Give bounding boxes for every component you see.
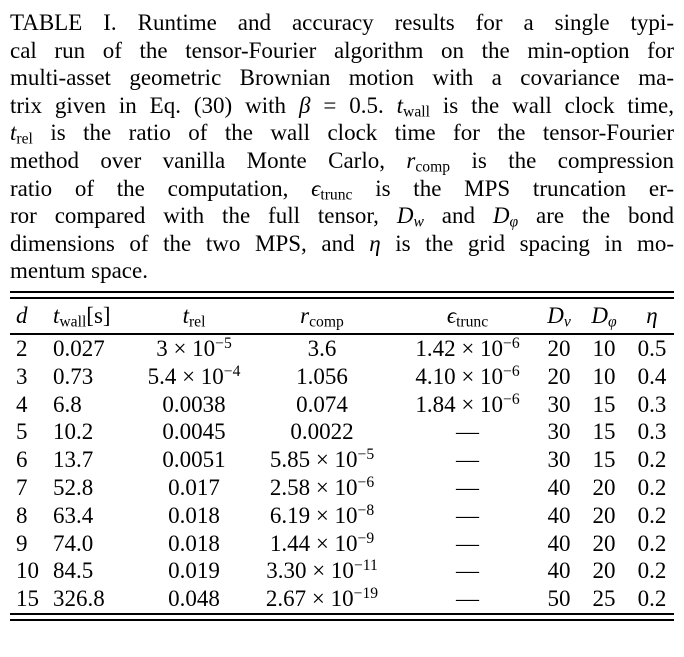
table-cell: 20 — [592, 502, 616, 528]
table-cell: 84.5 — [53, 558, 94, 584]
table-cell: $4.10 \times 10^{-6}$ — [415, 362, 520, 389]
table-cell: 10 — [592, 363, 616, 389]
table-cell: $2.67 \times 10^{-19}$ — [265, 585, 379, 612]
table-cell: 0.3 — [637, 419, 667, 445]
table-cell: — — [456, 558, 479, 584]
table-cell: $2.58 \times 10^{-6}$ — [269, 474, 375, 500]
caption-line: method over vanilla Monte Carlo, $r_{comp}$ is the compression — [10, 147, 675, 176]
table-cell: $6.19 \times 10^{-8}$ — [269, 501, 375, 528]
table-cell: 6.8 — [53, 391, 82, 417]
table-cell: 0.2 — [637, 474, 667, 500]
table-cell: — — [456, 502, 479, 528]
caption-line: TABLE I. Runtime and accuracy results for a single typi- — [10, 10, 674, 35]
caption-line: cal run of the tensor-Fourier algorithm on the min-option for — [10, 37, 674, 63]
caption-line: dimensions of the two MPS, and η is the grid spacing in mo- — [10, 230, 675, 256]
table-row — [10, 585, 674, 613]
column-header: η — [646, 302, 658, 328]
table-cell: 20 — [592, 558, 616, 584]
table-cell: 0.2 — [637, 586, 667, 612]
table-cell: 30 — [547, 419, 571, 445]
caption-line: mentum space. — [10, 258, 148, 284]
table-cell: 7 — [16, 474, 28, 500]
table-bottom-double-rule — [10, 613, 674, 621]
column-header: $t_{wall}[s]$ — [53, 302, 111, 331]
table-cell: 0.2 — [637, 530, 667, 556]
table-cell: 1.056 — [296, 363, 348, 389]
table-cell: 40 — [547, 474, 571, 500]
table-cell: — — [456, 419, 479, 445]
table-cell: — — [456, 447, 479, 473]
paper-page — [0, 9, 684, 657]
table-cell: 0.2 — [637, 502, 667, 528]
table-cell: 52.8 — [53, 474, 94, 500]
table-cell: 20 — [547, 335, 571, 361]
table-cell: $3 \times 10^{-5}$ — [156, 335, 232, 361]
table-cell: — — [456, 530, 479, 556]
column-header: $D_\varphi$ — [591, 302, 617, 331]
table-cell: 63.4 — [53, 502, 94, 528]
table-cell: 0.2 — [637, 447, 667, 473]
table-cell: 15 — [16, 586, 39, 612]
table-cell: 30 — [547, 447, 571, 473]
results-table — [10, 299, 674, 613]
table-cell: 326.8 — [53, 586, 105, 612]
table-cell: 6 — [16, 447, 28, 473]
table-cell: 0.074 — [296, 391, 348, 417]
table-cell: $3.30 \times 10^{-11}$ — [266, 557, 378, 584]
table-row — [10, 557, 674, 585]
column-header: d — [16, 302, 28, 328]
table-cell: 0.027 — [53, 335, 105, 361]
table-cell: 50 — [547, 586, 571, 612]
table-cell: 40 — [547, 530, 571, 556]
table-cell: $5.4 \times 10^{-4}$ — [147, 362, 241, 389]
table-cell: 5 — [16, 419, 28, 445]
table-cell: 0.0051 — [162, 447, 226, 473]
table-cell: 0.5 — [637, 335, 667, 361]
table-cell: 0.4 — [637, 363, 667, 389]
table-cell: 3 — [16, 363, 28, 389]
column-header: $r_{comp}$ — [300, 302, 344, 331]
table-cell: 10 — [16, 558, 39, 584]
column-header: $t_{rel}$ — [182, 302, 206, 331]
table-cell: $1.42 \times 10^{-6}$ — [415, 335, 520, 361]
table-cell: 20 — [547, 363, 571, 389]
caption-line: ratio of the computation, $\epsilon_{trunc}$ is the MPS truncation er- — [10, 175, 674, 203]
table-cell: 0.048 — [168, 586, 220, 612]
table-row — [10, 418, 674, 446]
table-cell: 0.017 — [168, 474, 220, 500]
column-header: $D_v$ — [547, 302, 571, 331]
table-cell: $5.85 \times 10^{-5}$ — [269, 446, 375, 473]
column-header: $\epsilon_{trunc}$ — [446, 302, 489, 331]
table-cell: 30 — [547, 391, 571, 417]
table-cell: 9 — [16, 530, 28, 556]
table-cell: — — [456, 586, 479, 612]
table-cell: 10 — [592, 335, 616, 361]
table-caption — [10, 9, 674, 285]
table-cell: 15 — [592, 447, 616, 473]
table-header-row — [10, 299, 674, 334]
table-cell: 4 — [16, 391, 28, 417]
table-cell: 13.7 — [53, 447, 94, 473]
table-row — [10, 446, 674, 474]
table-cell: 15 — [592, 419, 616, 445]
table-cell: $1.44 \times 10^{-9}$ — [269, 529, 375, 556]
table-cell: 0.019 — [168, 558, 220, 584]
table-cell: 0.73 — [53, 363, 94, 389]
table-row — [10, 334, 674, 363]
table-cell: 0.018 — [168, 530, 220, 556]
table-cell: 40 — [547, 502, 571, 528]
table-cell: 0.3 — [637, 391, 667, 417]
table-row — [10, 502, 674, 530]
table-cell: 25 — [592, 586, 616, 612]
table-cell: 40 — [547, 558, 571, 584]
table-cell: 15 — [592, 391, 616, 417]
table-cell: 2 — [16, 335, 28, 361]
table-cell: 0.2 — [637, 558, 667, 584]
table-cell: 20 — [592, 530, 616, 556]
caption-line: multi-asset geometric Brownian motion with a covariance ma- — [10, 65, 674, 91]
table-row — [10, 474, 674, 502]
caption-line: trix given in Eq. (30) with β = 0.5. $t_{wall}$ is the wall clock time, — [10, 92, 674, 121]
table-cell: $1.84 \times 10^{-6}$ — [415, 390, 520, 417]
table-cell: 0.0038 — [162, 391, 226, 417]
table-row — [10, 391, 674, 419]
table-cell: 74.0 — [53, 530, 94, 556]
table-row — [10, 530, 674, 558]
table-row — [10, 363, 674, 391]
table-cell: 8 — [16, 502, 28, 528]
table-cell: — — [456, 474, 479, 500]
table-cell: 0.0045 — [162, 419, 226, 445]
table-cell: 20 — [592, 474, 616, 500]
table-cell: 0.018 — [168, 502, 220, 528]
caption-line: $t_{rel}$ is the ratio of the wall clock time for the tensor-Fourier — [10, 120, 674, 148]
table-cell: 3.6 — [307, 335, 337, 361]
table-top-double-rule — [10, 291, 674, 299]
table-cell: 0.0022 — [290, 419, 354, 445]
table-cell: 10.2 — [53, 419, 94, 445]
caption-line: ror compared with the full tensor, $D_w$ and $D_\varphi$ are the bond — [10, 203, 674, 231]
